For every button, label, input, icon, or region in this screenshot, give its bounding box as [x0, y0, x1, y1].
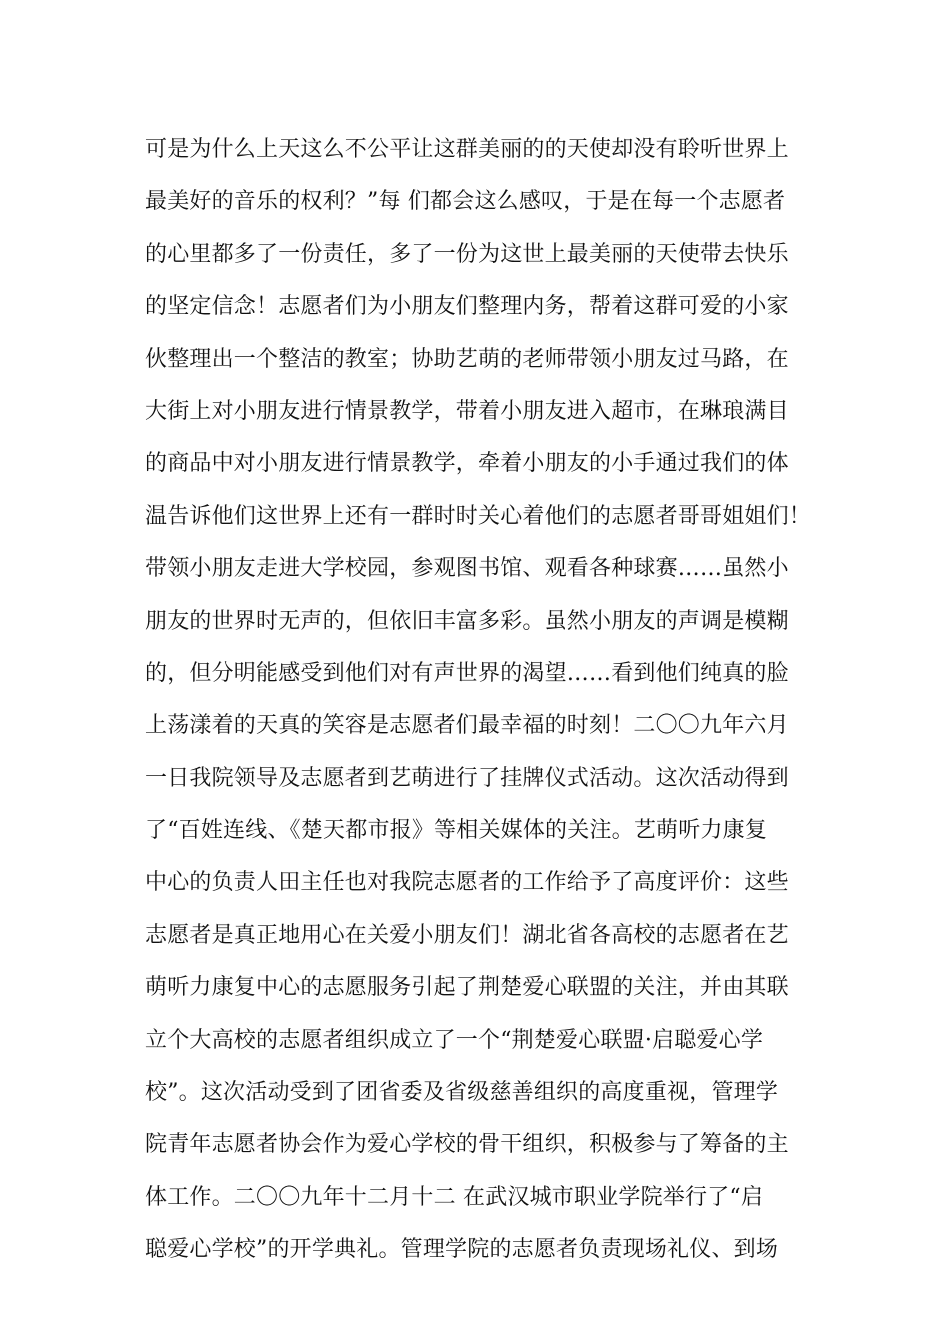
text-line: 大街上对小朋友进行情景教学，带着小朋友进入超市，在琳琅满目 — [145, 398, 789, 424]
body-text — [145, 131, 825, 1284]
text-line: 带领小朋友走进大学校园，参观图书馆、观看各种球赛……虽然小 — [145, 556, 789, 582]
text-line: 的心里都多了一份责任，多了一份为这世上最美丽的天使带去快乐 — [145, 241, 789, 267]
text-line: 中心的负责人田主任也对我院志愿者的工作给予了高度评价：这些 — [145, 870, 789, 896]
text-line: 了“百姓连线、《楚天都市报》等相关媒体的关注。艺萌听力康复 — [145, 818, 768, 844]
text-line: 萌听力康复中心的志愿服务引起了荆楚爱心联盟的关注，并由其联 — [145, 975, 789, 1001]
text-line: 志愿者是真正地用心在关爱小朋友们！湖北省各高校的志愿者在艺 — [145, 922, 789, 948]
text-line: 体工作。二〇〇九年十二月十二 在武汉城市职业学院举行了“启 — [145, 1184, 764, 1210]
text-line: 温告诉他们这世界上还有一群时时关心着他们的志愿者哥哥姐姐们！ — [145, 503, 812, 529]
text-line: 校”。这次活动受到了团省委及省级慈善组织的高度重视，管理学 — [145, 1080, 779, 1106]
text-line: 伙整理出一个整洁的教室；协助艺萌的老师带领小朋友过马路，在 — [145, 346, 789, 372]
text-line: 最美好的音乐的权利？”每 们都会这么感叹，于是在每一个志愿者 — [145, 189, 786, 215]
text-line: 一日我院领导及志愿者到艺萌进行了挂牌仪式活动。这次活动得到 — [145, 765, 789, 791]
text-line: 上荡漾着的天真的笑容是志愿者们最幸福的时刻！二〇〇九年六月 — [145, 713, 789, 739]
text-line: 的，但分明能感受到他们对有声世界的渴望……看到他们纯真的脸 — [145, 660, 789, 686]
text-line: 可是为什么上天这么不公平让这群美丽的的天使却没有聆听世界上 — [145, 137, 789, 162]
text-line: 立个大高校的志愿者组织成立了一个“荆楚爱心联盟·启聪爱心学 — [145, 1027, 764, 1053]
text-line: 聪爱心学校”的开学典礼。管理学院的志愿者负责现场礼仪、到场 — [145, 1237, 779, 1263]
text-line: 院青年志愿者协会作为爱心学校的骨干组织，积极参与了筹备的主 — [145, 1132, 789, 1158]
text-line: 朋友的世界时无声的，但依旧丰富多彩。虽然小朋友的声调是模糊 — [145, 608, 789, 634]
text-line: 的坚定信念！志愿者们为小朋友们整理内务，帮着这群可爱的小家 — [145, 294, 789, 320]
text-line: 的商品中对小朋友进行情景教学，牵着小朋友的小手通过我们的体 — [145, 451, 789, 477]
